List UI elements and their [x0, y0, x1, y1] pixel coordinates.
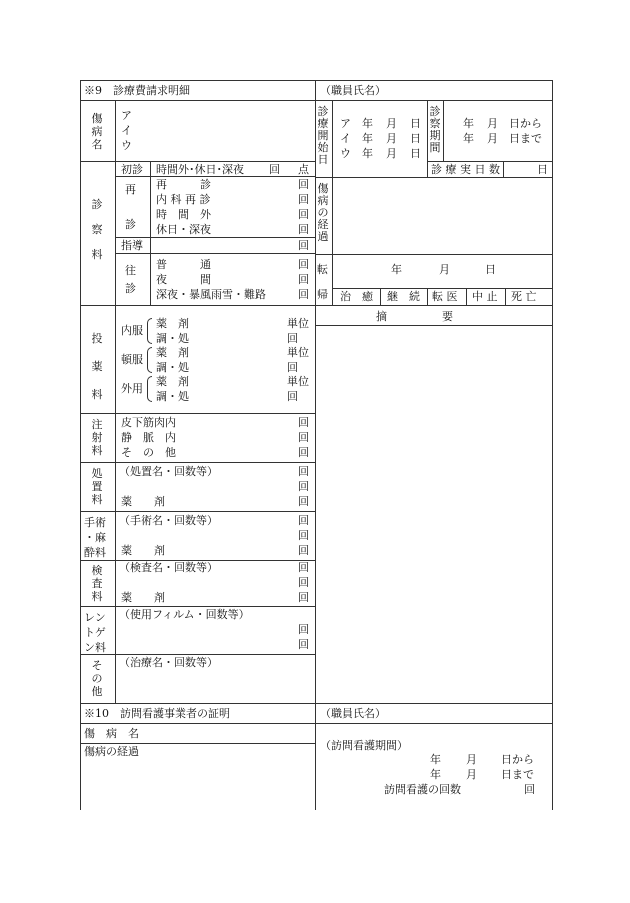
home-visit-row: 深夜・暴風雨雪・難路: [156, 288, 266, 301]
revisit-row: 時 間 外: [156, 208, 211, 221]
treatment-note: （処置名・回数等）: [119, 465, 218, 478]
xray-unit: 回: [298, 638, 309, 651]
surgery-fee-label: 手術 ・麻 酔料: [84, 516, 106, 559]
start-date-label: 診 療 開 始 日: [317, 105, 329, 166]
outcome-option-cured: 治 癒: [340, 290, 373, 303]
surgery-note: （手術名・回数等）: [119, 514, 218, 527]
outcome-label-2: 帰: [317, 288, 328, 301]
treatment-unit: 回: [298, 480, 309, 493]
revisit-label-1: 再: [125, 183, 136, 196]
revisit-unit: 回: [298, 223, 309, 236]
injection-row: そ の 他: [121, 446, 176, 459]
surgery-unit: 回: [298, 529, 309, 542]
section10-course: 傷病の経過: [84, 745, 139, 758]
exam-days-unit: 日: [537, 163, 548, 176]
exam-fee-label: 診 察 料: [91, 198, 103, 261]
injection-unit: 回: [298, 446, 309, 459]
visit-nursing-count-unit: 回: [524, 783, 535, 796]
treatment-unit: 回: [298, 495, 309, 508]
visit-nursing-count-label: 訪問看護の回数: [384, 783, 461, 796]
disease-item-a: ア: [121, 109, 132, 122]
lab-note: （検査名・回数等）: [119, 561, 218, 574]
xray-note: （使用フィルム・回数等）: [119, 608, 250, 621]
disease-item-u: ウ: [121, 139, 132, 152]
injection-fee-label: 注 射 料: [91, 418, 103, 457]
outcome-label-1: 転: [317, 263, 328, 276]
exam-period-label: 診 察 期 間: [429, 105, 441, 154]
home-visit-label-2: 診: [125, 282, 136, 295]
xray-unit: 回: [298, 623, 309, 636]
staff-name-label: （職員氏名）: [320, 84, 386, 97]
disease-course-label: 傷 病 の 経 過: [317, 182, 329, 243]
revisit-label-2: 診: [125, 218, 136, 231]
surgery-unit: 回: [298, 514, 309, 527]
guidance-unit: 回: [298, 239, 309, 252]
lab-drug: 薬 剤: [121, 591, 165, 604]
lab-unit: 回: [298, 576, 309, 589]
first-visit-point-unit: 点: [298, 163, 309, 176]
revisit-row: 休日・深夜: [156, 223, 211, 236]
home-visit-unit: 回: [298, 288, 309, 301]
first-visit-overtime: 時間外･休日･深夜: [156, 163, 244, 176]
home-visit-row: 夜 間: [156, 273, 211, 286]
revisit-unit: 回: [298, 208, 309, 221]
home-visit-label-1: 往: [125, 264, 136, 277]
first-visit-label: 初診: [121, 163, 143, 176]
revisit-row: 内 科 再 診: [156, 193, 211, 206]
treatment-drug: 薬 剤: [121, 495, 165, 508]
remarks-label: 摘 要: [376, 310, 453, 323]
revisit-unit: 回: [298, 178, 309, 191]
treatment-unit: 回: [298, 465, 309, 478]
home-visit-row: 普 通: [156, 258, 211, 271]
section9-title: ※9 診療費請求明細: [84, 84, 190, 97]
injection-unit: 回: [298, 416, 309, 429]
section10-staff-name-label: （職員氏名）: [320, 707, 386, 720]
outcome-option-death: 死 亡: [511, 290, 537, 303]
outcome-option-continue: 継 続: [387, 290, 420, 303]
first-visit-count-unit: 回: [269, 163, 280, 176]
injection-row: 皮下筋肉内: [121, 416, 176, 429]
home-visit-unit: 回: [298, 273, 309, 286]
home-visit-unit: 回: [298, 258, 309, 271]
guidance-label: 指導: [121, 239, 143, 252]
surgery-drug: 薬 剤: [121, 544, 165, 557]
disease-item-i: イ: [121, 124, 132, 137]
lab-unit: 回: [298, 591, 309, 604]
revisit-row: 再 診: [156, 178, 211, 191]
outcome-option-transfer: 転 医: [432, 290, 458, 303]
lab-fee-label: 検 査 料: [91, 564, 103, 603]
section10-title: ※10 訪問看護事業者の証明: [84, 707, 230, 720]
other-fee-label: そ の 他: [91, 659, 103, 698]
surgery-unit: 回: [298, 544, 309, 557]
treatment-fee-label: 処 置 料: [91, 467, 103, 506]
outcome-option-stop: 中 止: [472, 290, 498, 303]
xray-fee-label: レン トゲ ン料: [84, 611, 106, 654]
disease-name-label: 傷 病 名: [91, 112, 103, 151]
visit-nursing-period-label: （訪問看護期間）: [320, 739, 408, 752]
revisit-unit: 回: [298, 193, 309, 206]
injection-row: 静 脈 内: [121, 431, 176, 444]
injection-unit: 回: [298, 431, 309, 444]
section10-disease-name: 傷 病 名: [84, 727, 139, 740]
exam-days-label: 診 療 実 日 数: [431, 163, 500, 176]
other-note: （治療名・回数等）: [119, 656, 218, 669]
lab-unit: 回: [298, 561, 309, 574]
medication-fee-label: 投 薬 料: [91, 332, 103, 401]
